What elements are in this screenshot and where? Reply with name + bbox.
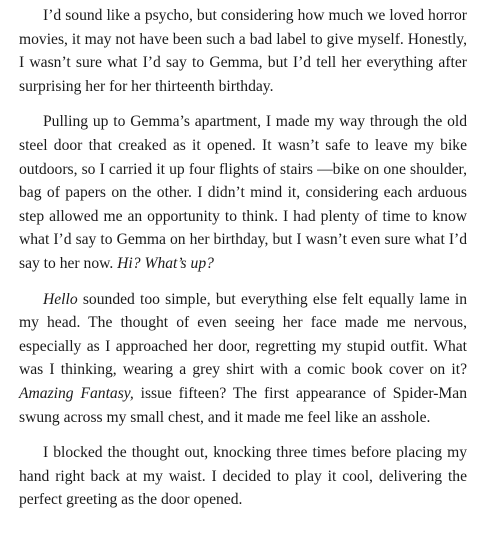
paragraph-3-italic-hello: Hello (43, 290, 78, 308)
paragraph-2 (19, 110, 467, 275)
paragraph-1 (19, 4, 467, 98)
paragraph-2-italic-text: Hi? What’s up? (117, 254, 214, 272)
paragraph-4-text: I blocked the thought out, knocking three times before placing my hand right back at my waist. I decided to play it cool, delivering the perfect greeting as the door opened. (19, 444, 467, 509)
paragraph-3-text-b: issue fifteen? The first appearance of Spider-Man swung across my small chest, and it made me feel like an asshole. (19, 384, 467, 426)
book-page (19, 4, 467, 512)
paragraph-3 (19, 288, 467, 430)
paragraph-3-text-a: sounded too simple, but everything else felt equally lame in my head. The thought of even seeing her face made me nervous, especially as I approached her door, regretting my stupid outfit. What was I thinking, wearing a grey shirt with a comic book cover on it? (19, 290, 467, 379)
paragraph-2-text: Pulling up to Gemma’s apartment, I made my way through the old steel door that creaked as it opened. It wasn’t safe to leave my bike outdoors, so I carried it up four flights of stairs —bike on one shoulder, bag of papers on the other. I didn’t mind it, considering each arduous step allowed me an opportunity to think. I had plenty of time to know what I’d say to Gemma on her birthday, but I wasn’t even sure what I’d say to her now. (19, 113, 467, 272)
paragraph-3-italic-title: Amazing Fantasy, (19, 384, 134, 402)
paragraph-1-text: I’d sound like a psycho, but considering how much we loved horror movies, it may not have been such a bad label to give myself. Honestly, I wasn’t sure what I’d say to Gemma, but I’d tell her everything after surprising her for her thirteenth birthday. (19, 7, 467, 95)
paragraph-4 (19, 441, 467, 512)
